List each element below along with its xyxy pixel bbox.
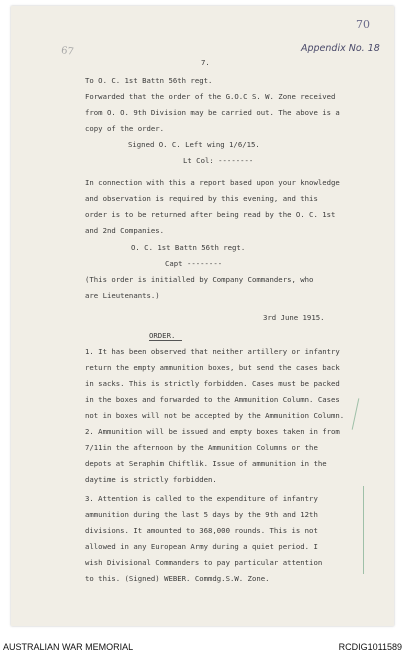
text-line: In connection with this a report based upon your knowledge [85, 178, 340, 187]
text-line: divisions. It amounted to 368,000 rounds. This is not [85, 526, 318, 535]
date-line: 3rd June 1915. [263, 313, 325, 322]
text-line: allowed in any European Army during a quiet period. I [85, 542, 318, 551]
text-line: 3. Attention is called to the expenditure of infantry [85, 494, 318, 503]
document-page [11, 6, 394, 626]
text-line: and 2nd Companies. [85, 226, 165, 235]
page-number: 70 [356, 18, 370, 31]
signature-line: Signed O. C. Left wing 1/6/15. [128, 140, 260, 149]
rank-line: Lt Col: -------- [183, 156, 254, 165]
text-line: order is to be returned after being read by the O. C. 1st [85, 210, 336, 219]
heading-underline [149, 340, 182, 341]
text-line: from O. O. 9th Division may be carried out. The above is a [85, 108, 340, 117]
text-line: to this. (Signed) WEBER. Commdg.S.W. Zone. [85, 574, 270, 583]
text-line: daytime is strictly forbidden. [85, 475, 217, 484]
text-line: depots at Seraphim Chiftlik. Issue of ammunition in the [85, 459, 327, 468]
rank-line: Capt -------- [165, 259, 223, 268]
margin-mark [352, 398, 360, 430]
order-heading: ORDER. [149, 331, 176, 340]
text-line: To O. C. 1st Battn 56th regt. [85, 76, 213, 85]
text-line: in sacks. This is strictly forbidden. Cases must be packed [85, 379, 340, 388]
text-line: (This order is initialled by Company Commanders, who [85, 275, 314, 284]
text-line: not in boxes will not be accepted by the Ammunition Column. [85, 411, 345, 420]
text-line: are Lieutenants.) [85, 291, 160, 300]
text-line: return the empty ammunition boxes, but send the cases back [85, 363, 340, 372]
signature-line: O. C. 1st Battn 56th regt. [131, 243, 246, 252]
text-line: in the boxes and forwarded to the Ammunition Column. Cases [85, 395, 340, 404]
text-line: 2. Ammunition will be issued and empty boxes taken in from [85, 427, 340, 436]
footer-source: AUSTRALIAN WAR MEMORIAL [3, 642, 134, 652]
page-marker: 7. [201, 58, 210, 67]
pencil-note: 67 [60, 45, 75, 58]
margin-mark [363, 486, 364, 574]
text-line: wish Divisional Commanders to pay particular attention [85, 558, 323, 567]
text-line: 7/11in the afternoon by the Ammunition Columns or the [85, 443, 318, 452]
text-line: and observation is required by this evening, and this [85, 194, 318, 203]
text-line: Forwarded that the order of the G.O.C S. W. Zone received [85, 92, 336, 101]
appendix-label: Appendix No. 18 [301, 43, 380, 54]
text-line: ammunition during the last 5 days by the 9th and 12th [85, 510, 318, 519]
footer-id: RCDIG1011589 [338, 642, 402, 652]
text-line: 1. It has been observed that neither artillery or infantry [85, 347, 340, 356]
text-line: copy of the order. [85, 124, 165, 133]
